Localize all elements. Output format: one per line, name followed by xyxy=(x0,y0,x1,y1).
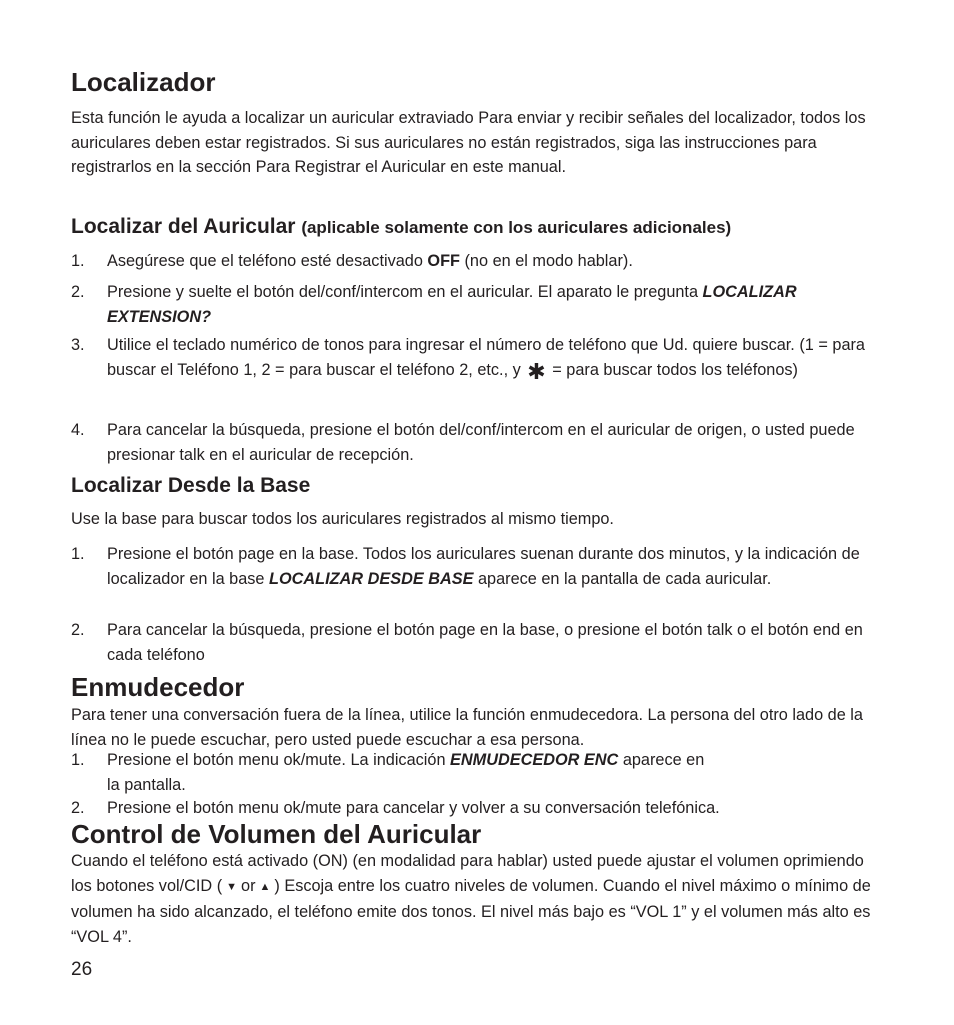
section-title-enmudecedor: Enmudecedor xyxy=(71,672,245,702)
item-text: Presione el botón menu ok/mute. La indicación ENMUDECEDOR ENC aparece en la pantalla. xyxy=(107,751,705,794)
base-intro: Use la base para buscar todos los auriculares registrados al mismo tiempo. xyxy=(71,510,614,528)
item-number: 1. xyxy=(71,751,85,769)
item-text: Presione y suelte el botón del/conf/intercom en el auricular. El aparato le pregunta LOCALIZAR EXTENSION? xyxy=(107,283,797,326)
emphasis: OFF xyxy=(427,252,460,270)
handset-heading-note: (aplicable solamente con los auriculares adicionales) xyxy=(301,218,732,237)
volumen-text: Cuando el teléfono está activado (ON) (en modalidad para hablar) usted puede ajustar el volumen oprimiendo los botones vol/CID ( ▼ or ▲ ) Escoja entre los cuatro niveles de volumen. Cuando el nivel máximo o mínimo de volumen ha sido alcanzado, el teléfono emite dos tonos. El nivel más bajo es “VOL 1” y el volumen más alto es “VOL 4”. xyxy=(71,852,871,946)
item-text: Asegúrese que el teléfono esté desactivado OFF (no en el modo hablar). xyxy=(107,252,633,270)
item-number: 2. xyxy=(71,799,85,817)
item-number: 2. xyxy=(71,283,85,301)
volume-up-icon: ▲ xyxy=(259,880,271,893)
handset-heading-text: Localizar del Auricular xyxy=(71,215,296,238)
volume-down-icon: ▼ xyxy=(226,880,238,893)
item-text: Presione el botón page en la base. Todos los auriculares suenan durante dos minutos, y la indicación de localizador en la base LOCALIZAR DESDE BASE aparece en la pantalla de cada auricular. xyxy=(107,545,860,588)
localizador-intro: Esta función le ayuda a localizar un auricular extraviado Para enviar y recibir señales del localizador, todos los auriculares deben estar registrados. Si sus auriculares no están registrados, siga las instrucciones para registrarlos en la sección Para Registrar el Auricular en este manual. xyxy=(71,109,866,176)
page-number: 26 xyxy=(71,959,93,980)
item-number: 2. xyxy=(71,621,85,639)
section-title-volumen: Control de Volumen del Auricular xyxy=(71,819,482,849)
item-text: Para cancelar la búsqueda, presione el botón del/conf/intercom en el auricular de origen, o usted puede presionar talk en el auricular de recepción. xyxy=(107,421,855,464)
display-message: ENMUDECEDOR ENC xyxy=(450,751,619,769)
star-key-icon: ✱ xyxy=(527,358,546,384)
display-message: LOCALIZAR DESDE BASE xyxy=(269,569,474,588)
item-text: Para cancelar la búsqueda, presione el botón page en la base, o presione el botón talk o el botón end en cada teléfono xyxy=(107,621,863,664)
item-number: 1. xyxy=(71,252,85,270)
section-title-localizador: Localizador xyxy=(71,67,216,97)
base-heading: Localizar Desde la Base xyxy=(71,474,311,497)
item-number: 4. xyxy=(71,421,85,439)
enmudecedor-intro: Para tener una conversación fuera de la línea, utilice la función enmudecedora. La persona del otro lado de la línea no le puede escuchar, pero usted puede escuchar a esa persona. xyxy=(71,706,863,749)
handset-heading xyxy=(71,214,731,241)
display-message: LOCALIZAR EXTENSION? xyxy=(107,283,797,326)
item-number: 3. xyxy=(71,336,85,354)
item-text: Utilice el teclado numérico de tonos para ingresar el número de teléfono que Ud. quiere buscar. (1 = para buscar el Teléfono 1, 2 = para buscar el teléfono 2, etc., y ✱ = para buscar todos los teléfonos) xyxy=(107,336,865,384)
item-number: 1. xyxy=(71,545,85,563)
item-text: Presione el botón menu ok/mute para cancelar y volver a su conversación telefónica. xyxy=(107,799,720,817)
